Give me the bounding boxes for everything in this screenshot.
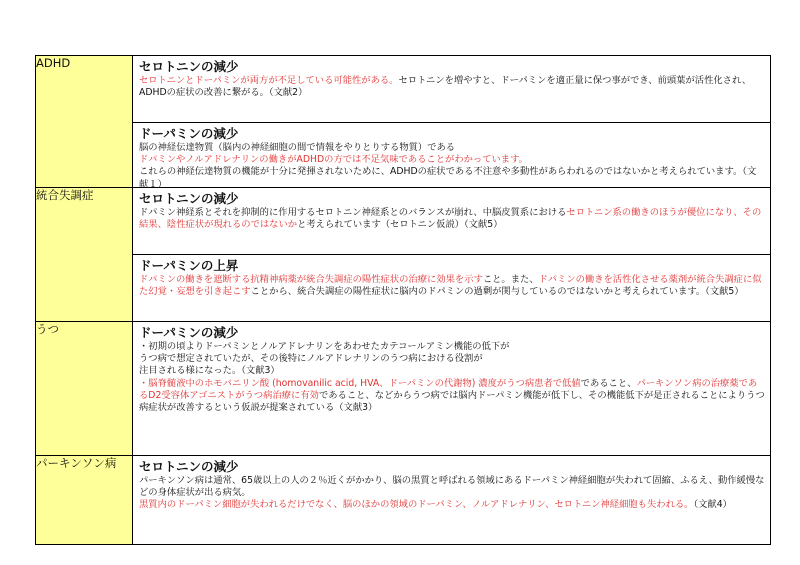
condition-label: パーキンソン病 (36, 456, 117, 470)
condition-label: ADHD (36, 56, 71, 70)
mechanism-heading: ドーパミンの上昇 (139, 258, 239, 273)
condition-label: 統合失調症 (36, 188, 94, 202)
highlight-text: パーキンソン病の治療薬であるD2受容体アゴニストがうつ病治療に有効 (139, 377, 758, 401)
body-text: こと。また、 (482, 274, 539, 285)
highlight-text: セロトニンとドーパミンが両方が不足している可能性がある。 (139, 75, 399, 86)
body-text: 脳の神経伝達物質（脳内の神経細胞の間で情報をやりとりする物質）である (139, 142, 456, 153)
condition-cell (36, 456, 133, 545)
mechanism-text (139, 341, 765, 414)
body-text: ・初期の頃よりドーパミンとノルアドレナリンをあわせたカテコールアミン機能の低下が (139, 341, 510, 352)
content-cell (133, 56, 771, 188)
mechanism-block (133, 254, 770, 321)
body-text: （文献4） (693, 499, 732, 511)
highlight-text: ドパミンの働きを遮断する抗精神病薬が統合失調症の陽性症状の治療に効果を示す (139, 274, 483, 285)
condition-cell (36, 188, 133, 322)
mechanism-text (139, 75, 765, 99)
mechanism-text (139, 142, 765, 191)
table-row (36, 322, 771, 456)
mechanism-block (133, 456, 770, 544)
body-text: であること、 (580, 377, 637, 389)
mechanism-text (139, 207, 765, 231)
mechanism-heading: ドーパミンの減少 (139, 325, 239, 340)
highlight-text: ・脳脊髄液中のホモバニリン酸 (homovanilic acid, HVA、ドーパミンの代謝物) 濃度がうつ病患者で低値 (139, 377, 581, 389)
condition-label: うつ (36, 322, 59, 336)
mechanism-text (139, 274, 765, 298)
content-cell (133, 456, 771, 545)
body-text: これらの神経伝達物質の機能が十分に発揮されないために、ADHDの症状である不注意や多動性があらわれるのではないかと考えられています。（文献１） (139, 166, 757, 190)
mechanism-block (133, 322, 770, 455)
content-cell (133, 188, 771, 322)
body-text: 注目される様になった。（文献3） (139, 365, 280, 377)
mechanism-text (139, 475, 765, 512)
body-text: と考えられています（セロトニン仮説）（文献5） (297, 219, 503, 231)
highlight-text: 黒質内のドーパミン細胞が失われるだけでなく、脳のほかの領域のドーパミン、ノルアドレナリン、セロトニン神経細胞も失われる。 (139, 499, 694, 511)
highlight-text: ドパミンの働きを活性化させる薬剤が統合失調症に似た幻覚・妄想を引き起こす (139, 274, 762, 298)
body-text: パーキンソン病は通常、65歳以上の人の２％近くがかかり、脳の黒質と呼ばれる領域にあるドーパミン神経細胞が失われて固縮、ふるえ、動作緩慢などの身体症状が出る病気。 (139, 475, 765, 499)
condition-cell (36, 322, 133, 456)
body-text: セロトニンを増やすと、ドーパミンを適正量に保つ事ができ、前頭葉が活性化され、ADHDの症状の改善に繋がる。（文献2） (139, 75, 752, 99)
table-row (36, 456, 771, 545)
highlight-text: セロトニン系の働きのほうが優位になり、その結果、陰性症状が現れるのではないか (139, 207, 762, 231)
comparison-table (35, 55, 771, 545)
mechanism-block (133, 188, 770, 254)
condition-cell (36, 56, 133, 188)
mechanism-block (133, 122, 770, 190)
mechanism-heading: ドーパミンの減少 (139, 126, 239, 141)
mechanism-heading: セロトニンの減少 (139, 59, 239, 74)
body-text: ことから、統合失調症の陽性症状に脳内のドパミンの過剰が関与しているのではないかと考えられています。（文献5） (250, 286, 744, 298)
highlight-text: ドパミンやノルアドレナリンの働きがADHDの方では不足気味であることがわかっています。 (139, 154, 528, 166)
body-text: ドパミン神経系とそれを抑制的に作用するセロトニン神経系とのバランスが崩れ、中脳皮質系における (139, 207, 567, 218)
mechanism-block (133, 56, 770, 122)
content-cell (133, 322, 771, 456)
table-row (36, 56, 771, 188)
body-text: うつ病で想定されていたが、その後特にノルアドレナリンのうつ病における役割が (139, 353, 483, 365)
mechanism-heading: セロトニンの減少 (139, 191, 239, 206)
mechanism-heading: セロトニンの減少 (139, 459, 239, 474)
body-text: であること、などからうつ病では脳内ドーパミン機能が低下し、その機能低下が是正されることによりうつ病症状が改善するという仮説が提案されている（文献3） (139, 389, 765, 414)
table-row (36, 188, 771, 322)
